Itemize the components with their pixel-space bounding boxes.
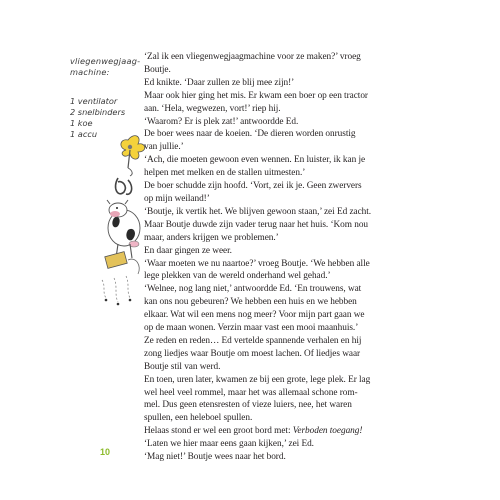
text-line: aan. ‘Hela, wegwezen, vort!’ riep hij. bbox=[144, 103, 281, 114]
text-line: En daar gingen ze weer. bbox=[144, 245, 232, 256]
cow-icon bbox=[107, 200, 140, 258]
text-line: spullen, een heleboel spullen. bbox=[144, 413, 253, 424]
sign-text: Verboden toegang! bbox=[292, 426, 363, 437]
notes-item: 2 snelbinders bbox=[70, 107, 126, 117]
notes-heading-line1: vliegenwegjaag- bbox=[70, 56, 141, 66]
notes-item: 1 koe bbox=[70, 118, 93, 128]
text-line: En toen, uren later, kwamen ze bij een grote, lege plek. Er lag bbox=[144, 374, 371, 385]
page-number: 10 bbox=[100, 447, 111, 457]
accu-icon bbox=[105, 252, 139, 274]
text-line: ‘Ach, die moeten gewoon even wennen. En luister, ik kan je bbox=[144, 155, 366, 166]
text-line: mel. Dus geen etensresten of vieze luiers, nee, het waren bbox=[144, 400, 352, 411]
text-line: helpen met melken en de stallen uitmesten.’ bbox=[144, 168, 306, 179]
text-line: De boer wees naar de koeien. ‘De dieren worden onrustig bbox=[144, 129, 356, 140]
text-line: Maar Boutje duwde zijn vader terug naar het huis. ‘Kom nou bbox=[144, 219, 369, 230]
text-line: Ze reden en reden… Ed vertelde spannende verhalen en hij bbox=[144, 335, 362, 346]
snelbinders-icon bbox=[116, 178, 132, 194]
text-line: maar, anders krijgen we problemen.’ bbox=[144, 232, 279, 243]
text-line-start: Helaas stond er wel een groot bord met: bbox=[144, 426, 293, 437]
text-line: op mijn weiland!’ bbox=[144, 193, 210, 204]
margin-notes bbox=[70, 56, 141, 140]
text-line: De boer schudde zijn hoofd. ‘Vort, zei ik je. Geen zwervers bbox=[144, 181, 362, 192]
text-line: ‘Welnee, nog lang niet,’ antwoordde Ed. ‘En trouwens, wat bbox=[144, 284, 362, 295]
text-line: kan ons nou gebeuren? We hebben een huis en we hebben bbox=[144, 297, 357, 308]
notes-item: 1 accu bbox=[70, 129, 98, 139]
text-line: op de maan wonen. Verzin maar vast een mooi maanhuis.’ bbox=[144, 323, 359, 334]
text-line: Maar ook hier ging het mis. Er kwam een boer op een tractor bbox=[144, 90, 368, 101]
text-line: ‘Mag niet!’ Boutje wees naar het bord. bbox=[144, 452, 286, 463]
text-line: ‘Waar moeten we nu naartoe?’ vroeg Boutje. ‘We hebben alle bbox=[144, 258, 370, 269]
flies-icon bbox=[102, 276, 131, 305]
text-line: van jullie.’ bbox=[144, 142, 184, 153]
text-line: Ed knikte. ‘Daar zullen ze blij mee zijn!’ bbox=[144, 77, 295, 88]
ventilator-icon bbox=[121, 136, 145, 176]
text-line: lege plekken van de wereld onderhand wel gehad.’ bbox=[144, 271, 331, 282]
text-line: Boutje stil van werd. bbox=[144, 361, 221, 372]
text-line: wel heel veel rommel, maar het was allemaal schone rom- bbox=[144, 387, 358, 398]
text-line: Boutje. bbox=[144, 64, 171, 75]
text-line bbox=[144, 425, 479, 438]
text-line: ‘Laten we hier maar eens gaan kijken,’ zei Ed. bbox=[144, 439, 314, 450]
text-line: ‘Zal ik een vliegenwegjaagmachine voor ze maken?’ vroeg bbox=[144, 52, 361, 62]
text-line: ‘Boutje, ik vertik het. We blijven gewoon staan,’ zei Ed zacht. bbox=[144, 206, 372, 217]
story-text bbox=[144, 51, 479, 464]
notes-item: 1 ventilator bbox=[70, 96, 118, 106]
text-line: zong liedjes waar Boutje om moest lachen. Of liedjes waar bbox=[144, 348, 361, 359]
text-line: elkaar. Wat wil een mens nog meer? Voor mijn part gaan we bbox=[144, 310, 365, 321]
notes-heading-line2: machine: bbox=[70, 67, 110, 77]
text-line: ‘Waarom? Er is plek zat!’ antwoordde Ed. bbox=[144, 116, 299, 127]
